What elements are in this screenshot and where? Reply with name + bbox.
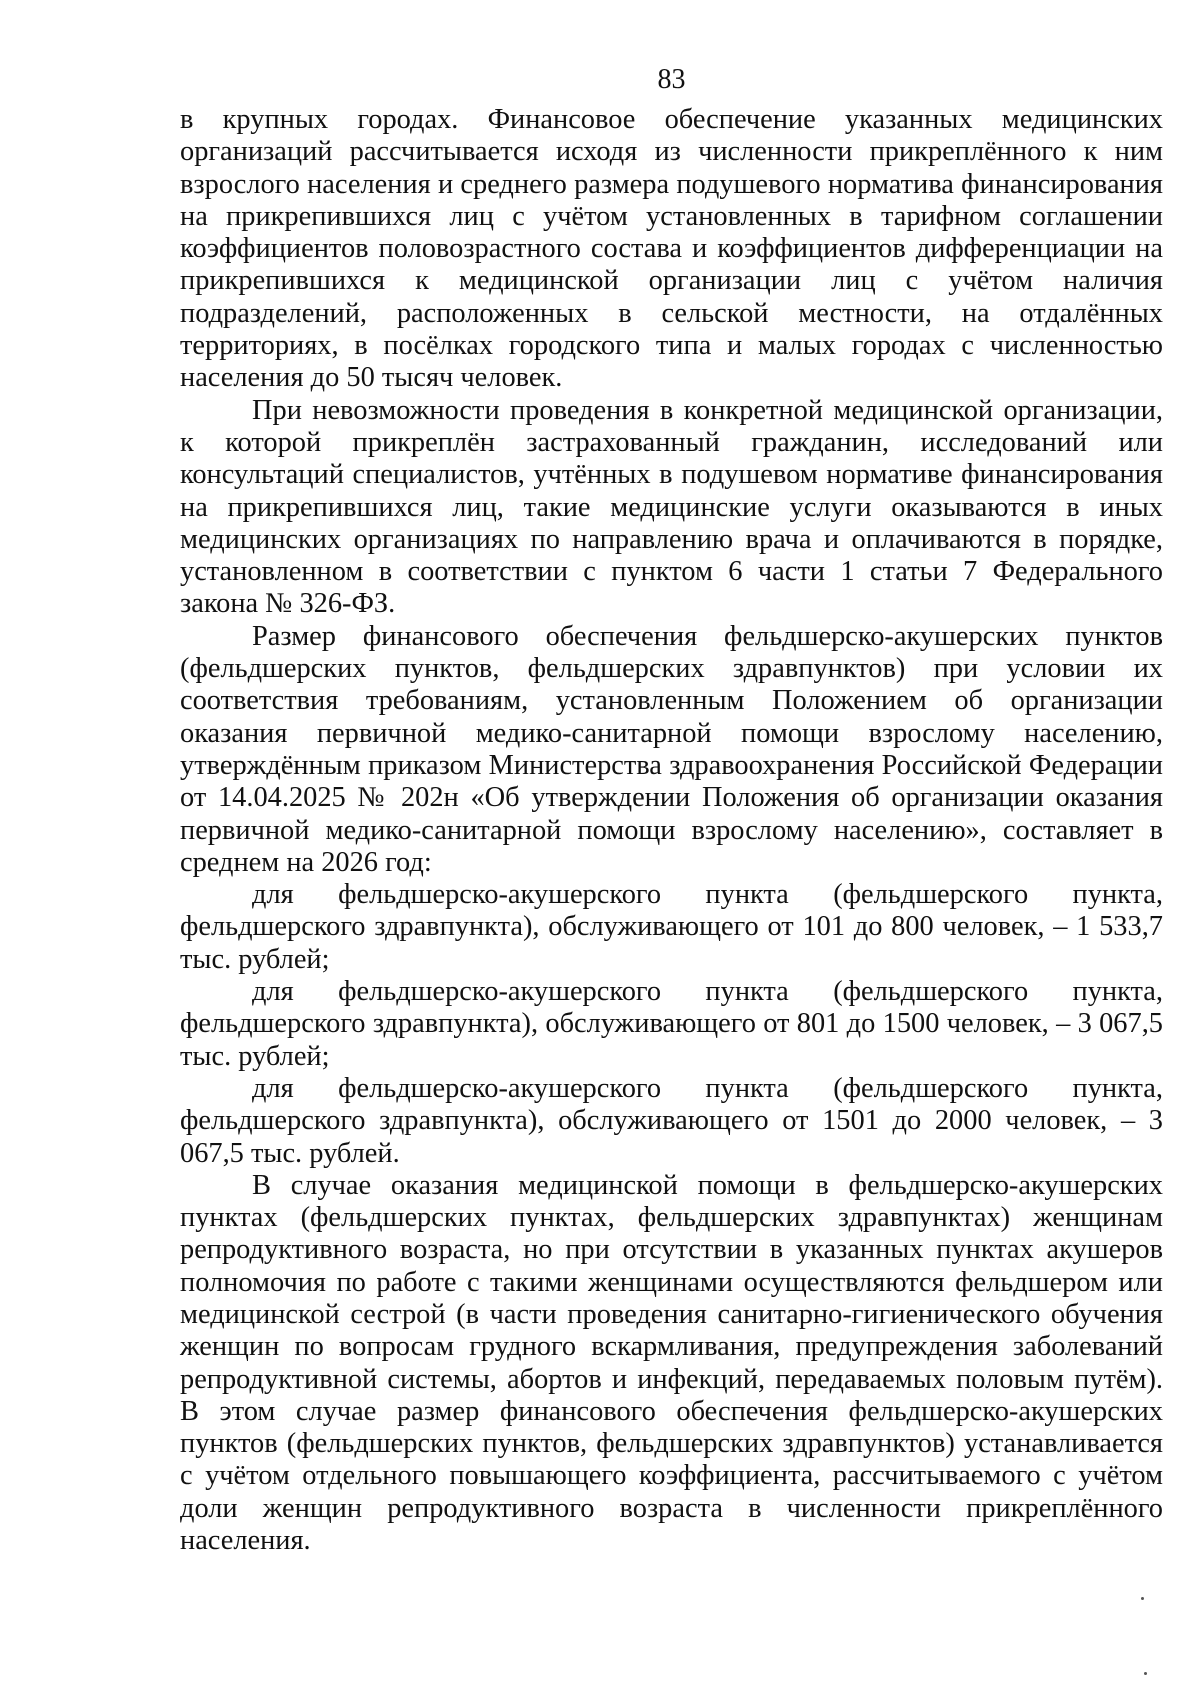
list-item-fap-1501-2000: для фельдшерско-акушерского пункта (фельдшерского пункта, фельдшерского здравпункта), обслуживающего от 1501 до 2000 человек, – 3 067,5 тыс. рублей. (180, 1072, 1163, 1169)
paragraph-consultations: При невозможности проведения в конкретной медицинской организации, к которой прикреплён застрахованный гражданин, исследований или консультаций специалистов, учтённых в подушевом нормативе финансирования на прикрепившихся лиц, такие медицинские услуги оказываются в иных медицинских организациях по направлению врача и оплачиваются в порядке, установленном в соответствии с пунктом 6 части 1 статьи 7 Федерального закона № 326-ФЗ. (180, 394, 1163, 620)
scan-speck (1144, 1672, 1147, 1675)
list-item-fap-101-800: для фельдшерско-акушерского пункта (фельдшерского пункта, фельдшерского здравпункта), обслуживающего от 101 до 800 человек, – 1 533,7 тыс. рублей; (180, 879, 1163, 975)
scan-speck (1141, 1597, 1144, 1600)
paragraph-continuation: в крупных городах. Финансовое обеспечение указанных медицинских организаций рассчитывается исходя из численности прикреплённого к ним взрослого населения и среднего размера подушевого норматива финансирования на прикрепившихся лиц с учётом установленных в тарифном соглашении коэффициентов половозрастного состава и коэффициентов дифференциации на прикрепившихся к медицинской организации лиц с учётом наличия подразделений, расположенных в сельской местности, на отдалённых территориях, в посёлках городского типа и малых городах с численностью населения до 50 тысяч человек. (180, 104, 1163, 394)
document-page (180, 60, 1163, 1557)
page-number: 83 (657, 64, 686, 95)
list-item-fap-801-1500: для фельдшерско-акушерского пункта (фельдшерского пункта, фельдшерского здравпункта), обслуживающего от 801 до 1500 человек, – 3 067,5 тыс. рублей; (180, 976, 1163, 1072)
paragraph-reproductive-age: В случае оказания медицинской помощи в фельдшерско-акушерских пунктах (фельдшерских пунктах, фельдшерских здравпунктах) женщинам репродуктивного возраста, но при отсутствии в указанных пунктах акушеров полномочия по работе с такими женщинами осуществляются фельдшером или медицинской сестрой (в части проведения санитарно-гигиенического обучения женщин по вопросам грудного вскармливания, предупреждения заболеваний репродуктивной системы, абортов и инфекций, передаваемых половым путём). В этом случае размер финансового обеспечения фельдшерско-акушерских пунктов (фельдшерских пунктов, фельдшерских здравпунктов) устанавливается с учётом отдельного повышающего коэффициента, рассчитываемого с учётом доли женщин репродуктивного возраста в численности прикреплённого населения. (180, 1169, 1163, 1557)
paragraph-fap-funding: Размер финансового обеспечения фельдшерско-акушерских пунктов (фельдшерских пунктов, фельдшерских здравпунктов) при условии их соответствия требованиям, установленным Положением об организации оказания первичной медико-санитарной помощи взрослому населению, утверждённым приказом Министерства здравоохранения Российской Федерации от 14.04.2025 № 202н «Об утверждении Положения об организации оказания первичной медико-санитарной помощи взрослому населению», составляет в среднем на 2026 год: (180, 620, 1163, 878)
